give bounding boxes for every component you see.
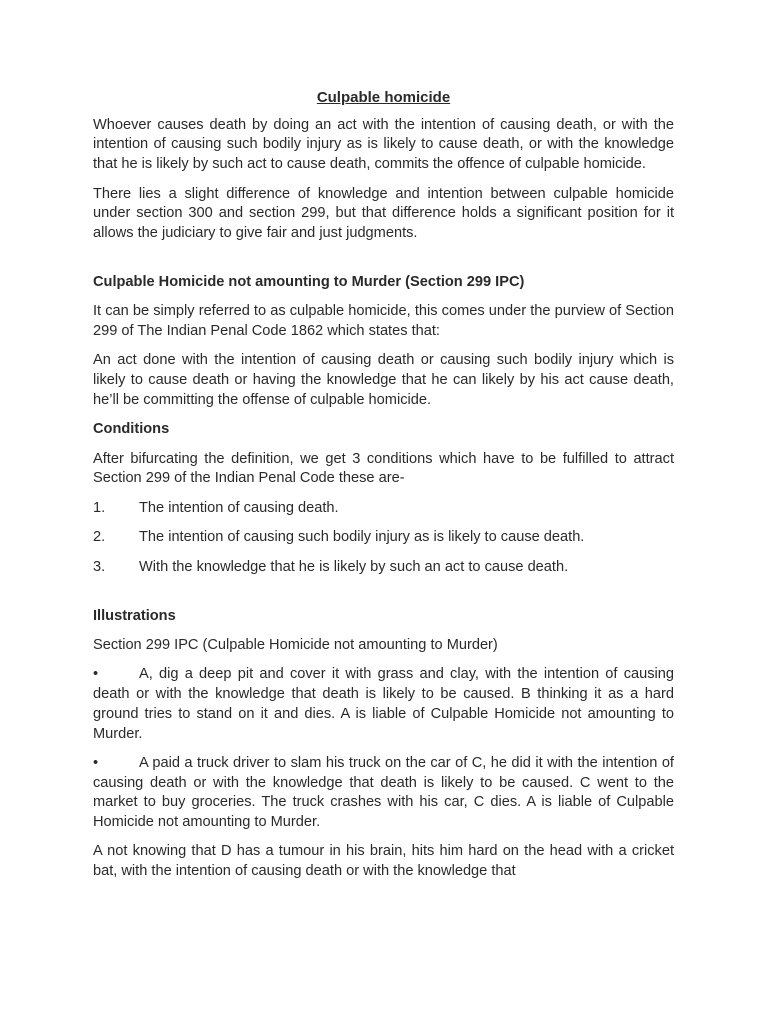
condition-number: 3. [93, 558, 106, 575]
condition-text: The intention of causing such bodily injury as is likely to cause death. [139, 529, 585, 546]
intro-paragraph: Whoever causes death by doing an act with the intention of causing death, or with the intention of causing such bodily injury as is likely to cause death, or with the knowledge that he is likely by such act to cause death, commits the offence of culpable homicide. [93, 116, 674, 173]
condition-number: 2. [93, 529, 106, 546]
bullet-icon: • [93, 754, 99, 771]
document-title: Culpable homicide [316, 89, 451, 106]
illustration-item [93, 754, 674, 833]
illustration-text: A, dig a deep pit and cover it with grass and clay, with the intention of causing death or with the knowledge that death is likely to be caused. B thinking it as a hard ground tries to stand on it and dies. A is liable of Culpable Homicide not amounting to Murder. [93, 666, 674, 742]
condition-text: With the knowledge that he is likely by such an act to cause death. [139, 558, 569, 575]
spacer [93, 587, 674, 607]
condition-text: The intention of causing death. [139, 499, 339, 516]
conditions-heading: Conditions [93, 421, 170, 438]
bullet-icon: • [93, 666, 99, 683]
section-heading: Culpable Homicide not amounting to Murder (Section 299 IPC) [93, 273, 525, 290]
closing-paragraph: A not knowing that D has a tumour in his brain, hits him hard on the head with a cricket bat, with the intention of causing death or with the knowledge that [93, 843, 674, 880]
illustration-text: A paid a truck driver to slam his truck on the car of C, he did it with the intention of causing death or with the knowledge that death is likely to be caused. C went to the market to buy groceries. The truck crashes with his car, C dies. A is liable of Culpable Homicide not amounting to Murder. [93, 754, 674, 830]
conditions-intro: After bifurcating the definition, we get 3 conditions which have to be fulfilled to attract Section 299 of the Indian Penal Code these are- [93, 450, 674, 487]
condition-number: 1. [93, 499, 106, 516]
condition-item [93, 558, 674, 578]
illustrations-subheading: Section 299 IPC (Culpable Homicide not amounting to Murder) [93, 637, 498, 653]
document-page [93, 88, 674, 891]
condition-item [93, 528, 674, 548]
condition-item [93, 499, 674, 519]
section-paragraph: An act done with the intention of causing death or causing such bodily injury which is likely to cause death or having the knowledge that he can likely by his act cause death, he’ll be committing the offense of culpable homicide. [93, 352, 674, 408]
spacer [93, 253, 674, 273]
section-paragraph: It can be simply referred to as culpable homicide, this comes under the purview of Section 299 of The Indian Penal Code 1862 which states that: [93, 303, 674, 340]
illustrations-heading: Illustrations [93, 607, 176, 624]
illustration-item [93, 665, 674, 744]
intro-paragraph: There lies a slight difference of knowledge and intention between culpable homicide under section 300 and section 299, but that difference holds a significant position for it allows the judiciary to give fair and just judgments. [93, 185, 674, 241]
